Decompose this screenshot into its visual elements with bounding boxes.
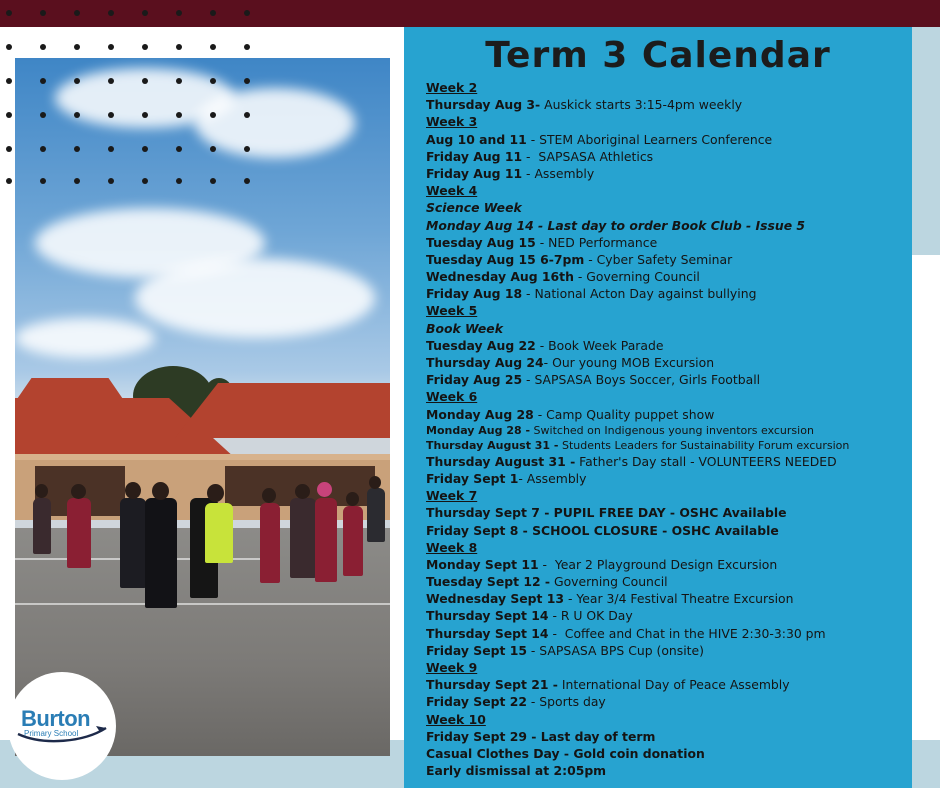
event-description: - Assembly [518,470,587,486]
event-date: Casual Clothes Day - Gold coin donation [426,745,705,761]
school-logo [8,672,116,780]
calendar-event [426,762,906,779]
event-description: Father's Day stall - VOLUNTEERS NEEDED [575,453,837,469]
event-date: Tuesday Aug 15 6-7pm [426,251,585,267]
decor-dot [6,178,12,184]
decor-dot [210,146,216,152]
event-date: Friday Aug 11 [426,148,523,164]
calendar-event [426,693,906,710]
calendar-event [426,406,906,423]
decor-dot [244,146,250,152]
event-description: - Coffee and Chat in the HIVE 2:30-3:30 pm [548,625,826,641]
decor-dot [142,78,148,84]
calendar-event [426,573,906,590]
event-description: International Day of Peace Assembly [557,677,790,693]
event-date: Wednesday Sept 13 [426,591,565,607]
event-description: - Our young MOB Excursion [543,355,715,370]
week-heading: Week 10 [426,711,486,727]
decor-dot [74,146,80,152]
event-date: Monday Sept 11 [426,556,539,572]
decor-dot [6,10,12,16]
calendar-event [426,522,906,539]
event-description: Students Leaders for Sustainability Forum excursion [558,438,850,452]
event-description: - STEM Aboriginal Learners Conference [526,131,773,147]
event-description: - Year 3/4 Festival Theatre Excursion [564,591,794,607]
event-date: Early dismissal at 2:05pm [426,763,607,779]
decor-dot [244,10,250,16]
event-description: - NED Performance [535,234,658,250]
event-description: - Year 2 Playground Design Excursion [538,556,778,572]
calendar-event [426,268,906,285]
decor-dot [142,10,148,16]
decor-dot [244,178,250,184]
decor-dot [74,44,80,50]
event-description: Auskick starts 3:15-4pm weekly [540,97,743,113]
event-date: Friday Sept 15 [426,642,527,658]
event-description: - SAPSASA Boys Soccer, Girls Football [522,372,761,388]
event-date: Thursday Sept 14 [426,608,549,624]
decor-dot [108,10,114,16]
school-photo [15,58,390,756]
event-date: Friday Sept 22 [426,694,527,710]
calendar-event [426,607,906,624]
event-date: Thursday August 31 - [426,453,576,469]
week-heading: Week 7 [426,488,478,504]
calendar-panel [404,27,912,788]
decor-dot [74,178,80,184]
logo-name: Burton [21,706,91,731]
event-description: - Book Week Parade [535,337,664,353]
decor-dot [176,146,182,152]
decor-dot [142,112,148,118]
decor-dot [210,44,216,50]
calendar-event [426,438,906,453]
calendar-highlight: Book Week [426,320,503,336]
event-date: Monday Aug 28 - [426,423,531,437]
event-date: Friday Sept 29 - Last day of term [426,728,656,744]
calendar-event [426,165,906,182]
calendar-event [426,234,906,251]
calendar-event [426,285,906,302]
page-title: Term 3 Calendar [485,35,831,76]
event-date: Friday Sept 1 [426,470,519,486]
decor-dot [74,112,80,118]
calendar-event [426,745,906,762]
top-banner-bar [0,0,940,27]
logo-subtitle: Primary School [24,729,79,738]
week-heading: Week 4 [426,183,478,199]
event-date: Wednesday Aug 16th [426,269,574,285]
calendar-event [426,625,906,642]
event-date: Friday Aug 25 [426,372,523,388]
event-date: Friday Aug 11 [426,165,523,181]
event-date: Thursday Sept 21 - [426,677,558,693]
calendar-event [426,470,906,487]
decor-dot [6,112,12,118]
calendar-event [426,148,906,165]
event-description: - Cyber Safety Seminar [584,251,733,267]
calendar-event [426,453,906,470]
calendar-event [426,337,906,354]
decor-dot [176,78,182,84]
calendar-event [426,371,906,388]
decor-dot [108,44,114,50]
decor-dot [210,10,216,16]
week-heading: Week 5 [426,303,478,319]
decor-dot [6,44,12,50]
calendar-event [426,354,906,371]
calendar-event [426,504,906,521]
decor-dot [142,146,148,152]
event-date: Thursday Sept 7 - PUPIL FREE DAY - OSHC Available [426,505,787,521]
event-description: - Camp Quality puppet show [533,406,715,422]
event-date: Tuesday Aug 22 [426,337,536,353]
decor-dot [210,178,216,184]
decor-dot [74,10,80,16]
event-date: Thursday Sept 14 [426,625,549,641]
event-date: Friday Sept 8 - SCHOOL CLOSURE - OSHC Available [426,522,779,538]
calendar-event [426,131,906,148]
decor-dot [142,178,148,184]
calendar-event [426,728,906,745]
event-description: - SAPSASA Athletics [522,148,654,164]
decor-dot [142,44,148,50]
decor-dot [40,10,46,16]
event-date: Thursday Aug 24 [426,355,544,370]
decor-dot [74,78,80,84]
decor-dot [108,78,114,84]
event-date: Thursday Aug 3- [426,97,541,113]
decor-dot [40,44,46,50]
event-date: Tuesday Aug 15 [426,234,536,250]
event-date: Aug 10 and 11 [426,131,527,147]
decor-dot [244,78,250,84]
calendar-event [426,642,906,659]
decor-dot [108,112,114,118]
calendar-event [426,556,906,573]
week-heading: Week 2 [426,80,478,95]
event-description: - National Acton Day against bullying [522,286,757,302]
event-description: - Sports day [526,694,606,710]
decor-dot [40,78,46,84]
decor-dot [108,178,114,184]
calendar-event [426,96,906,113]
decor-dot [176,10,182,16]
decor-dot [176,44,182,50]
decor-dot [176,178,182,184]
event-date: Monday Aug 28 [426,406,534,422]
event-description: - R U OK Day [548,608,633,624]
week-heading: Week 9 [426,660,478,675]
week-heading: Week 3 [426,114,478,130]
decor-dot [6,146,12,152]
right-accent-strip [912,27,940,255]
decor-dot [40,146,46,152]
calendar-event [426,251,906,268]
decor-dot [210,78,216,84]
event-date: Friday Aug 18 [426,286,523,302]
decor-dot [244,44,250,50]
event-description: - Assembly [522,165,595,181]
decor-dot [6,78,12,84]
decor-dot [210,112,216,118]
decor-dot [176,112,182,118]
calendar-highlight: Monday Aug 14 - Last day to order Book Club - Issue 5 [426,217,806,233]
event-description: - SAPSASA BPS Cup (onsite) [526,642,704,658]
calendar-event [426,423,906,438]
event-date: Tuesday Sept 12 - [426,574,551,590]
calendar-list [426,79,906,779]
event-description: - Governing Council [573,269,700,285]
calendar-highlight: Science Week [426,200,522,216]
decor-dot [244,112,250,118]
calendar-event [426,590,906,607]
decor-dot [108,146,114,152]
week-heading: Week 6 [426,389,478,405]
week-heading: Week 8 [426,539,478,555]
calendar-event [426,676,906,693]
event-description: Switched on Indigenous young inventors excursion [530,423,814,437]
event-description: Governing Council [550,574,668,590]
decor-dot [40,112,46,118]
decor-dot [40,178,46,184]
event-date: Thursday August 31 - [426,438,559,452]
